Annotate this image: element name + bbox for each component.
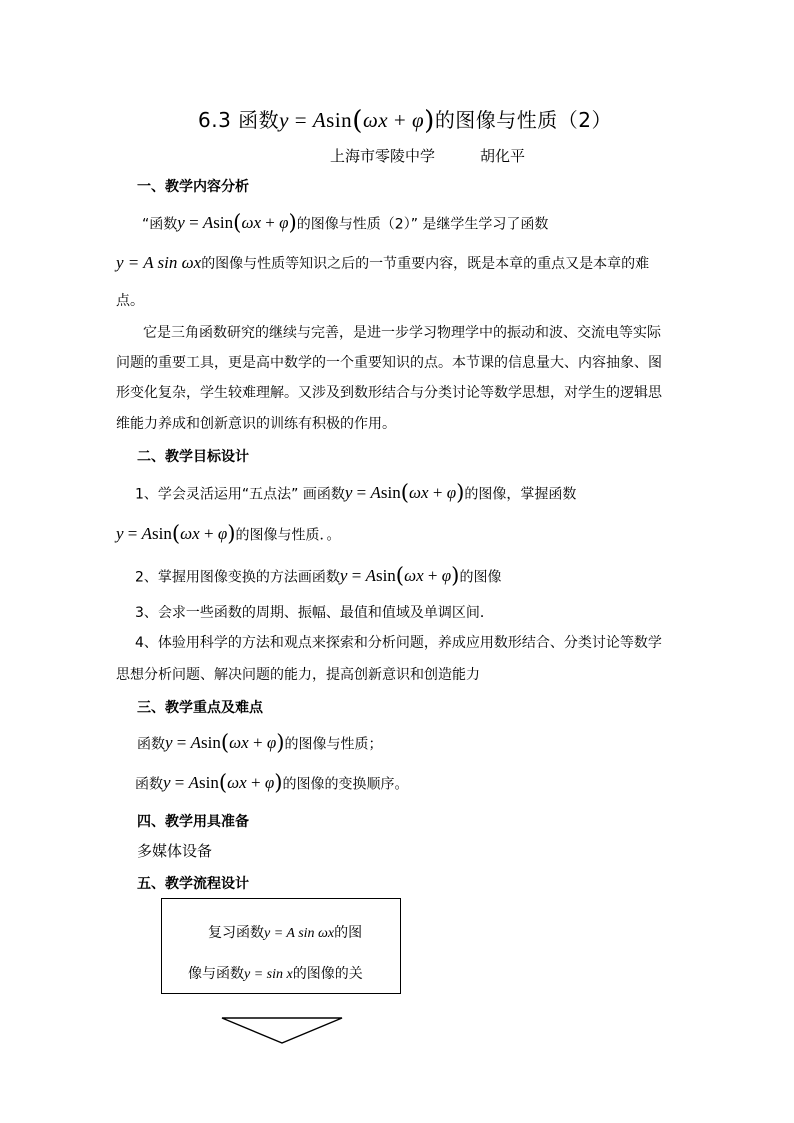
section-heading-5: 五、教学流程设计 [137,876,249,892]
formula-main: y = Asin(ωx + φ) [165,731,285,756]
formula-main: y = Asin(ωx + φ) [339,564,460,589]
s2-item1-line1: 1、学会灵活运用“五点法” 画函数y = Asin(ωx + φ)的图像，掌握函数 [135,481,577,506]
s1-para2-line3: 形变化复杂，学生较难理解。又涉及到数形结合与分类讨论等数学思想，对学生的逻辑思 [116,385,662,401]
s1-para2-line4: 维能力养成和创新意识的训练有积极的作用。 [116,416,396,432]
s1-para2-line1: 它是三角函数研究的继续与完善，是进一步学习物理学中的振动和波、交流电等实际 [143,325,661,341]
formula-simple: y = A sin ωx [264,926,335,941]
s1-para1-line2: y = A sin ωx的图像与性质等知识之后的一节重要内容，既是本章的重点又是本章的难 [116,253,650,272]
section-heading-2: 二、教学目标设计 [137,449,249,465]
s1-para2-line2: 问题的重要工具，更是高中数学的一个重要知识的点。本节课的信息量大、内容抽象、图 [116,355,662,371]
formula-main: y = Asin(ωx + φ) [116,522,236,547]
flowbox-line2: 像与函数y = sin x的图像的关 [188,966,363,982]
section-heading-1: 一、教学内容分析 [137,179,249,195]
s3-line2: 函数y = Asin(ωx + φ)的图像的变换顺序。 [135,771,409,796]
formula-main: y = Asin(ωx + φ) [344,481,465,506]
s2-item4-line1: 4、体验用科学的方法和观点来探索和分析问题，养成应用数形结合、分类讨论等数学 [135,635,662,651]
author-line: 上海市零陵中学 胡化平 [330,147,526,165]
formula-sine: y = sin x [244,967,293,982]
page-title [198,104,612,136]
formula-main: y = Asin(ωx + φ) [163,771,283,796]
section-heading-3: 三、教学重点及难点 [137,700,263,716]
flowchart-down-arrow [220,1016,344,1046]
title-formula: y = Asin(ωx + φ) [279,106,435,137]
s2-item3: 3、会求一些函数的周期、振幅、最值和值域及单调区间． [135,605,494,621]
section-heading-4: 四、教学用具准备 [137,814,249,830]
s3-line1: 函数y = Asin(ωx + φ)的图像与性质； [137,731,383,756]
s2-item2: 2、掌握用图像变换的方法画函数y = Asin(ωx + φ)的图像 [135,564,502,589]
s1-para1-line1: “函数y = Asin(ωx + φ)的图像与性质（2）” 是继学生学习了函数 [142,211,549,236]
s1-para1-line3: 点。 [116,293,144,309]
s2-item4-line2: 思想分析问题、解决问题的能力，提高创新意识和创造能力 [116,667,480,683]
title-prefix: 6.3 函数 [198,108,280,132]
flowbox-line1: 复习函数y = A sin ωx的图 [208,925,363,941]
s4-text: 多媒体设备 [137,842,213,860]
formula-simple: y = A sin ωx [116,253,202,272]
formula-main: y = Asin(ωx + φ) [177,211,297,236]
s2-item1-line2: y = Asin(ωx + φ)的图像与性质．。 [116,522,341,547]
title-suffix: 的图像与性质（2） [434,108,613,132]
